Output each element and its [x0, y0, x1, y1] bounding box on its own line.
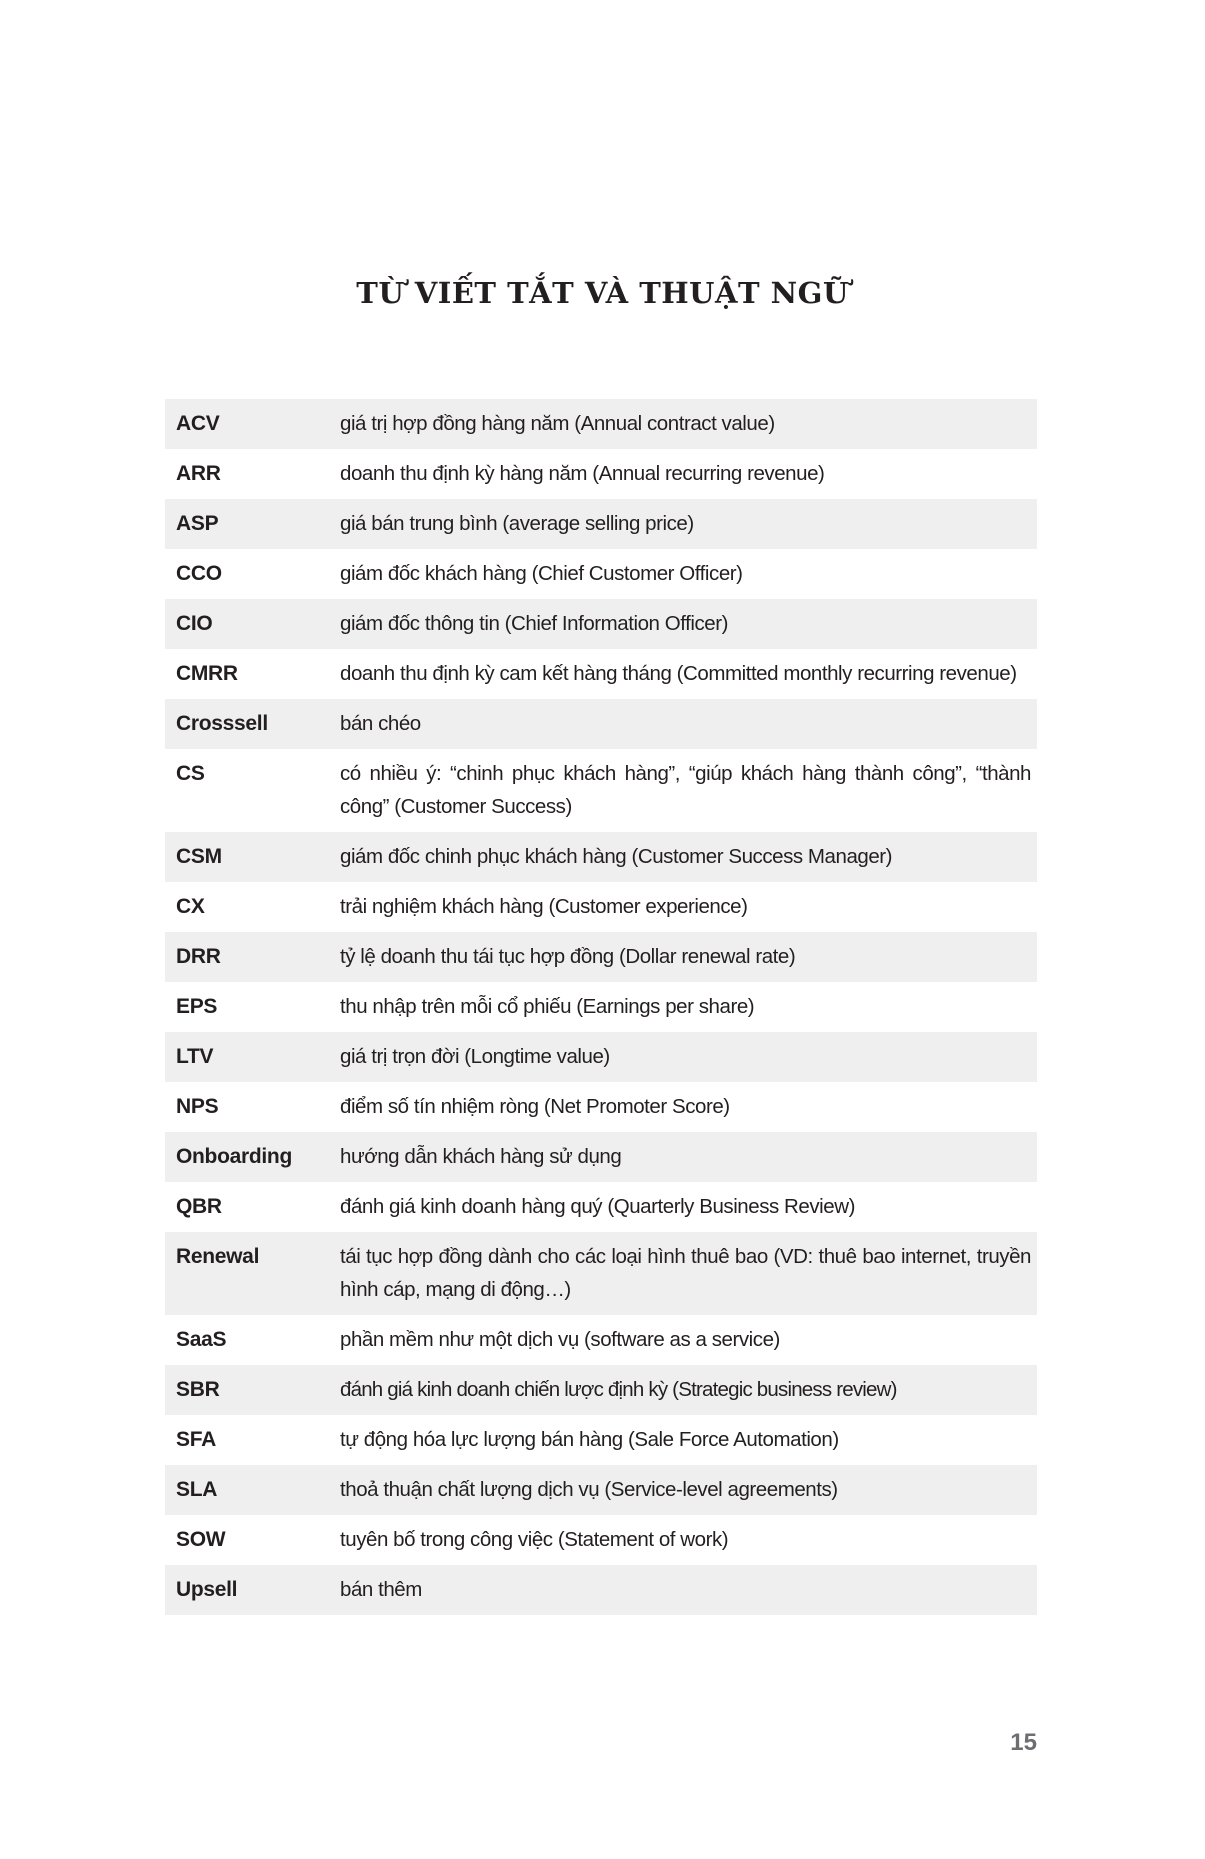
- glossary-row-arr: [165, 449, 1037, 499]
- glossary-row-nps: [165, 1082, 1037, 1132]
- glossary-term: SaaS: [176, 1328, 227, 1351]
- glossary-term: SLA: [176, 1478, 218, 1501]
- glossary-row-sfa: [165, 1415, 1037, 1465]
- glossary-row-cx: [165, 882, 1037, 932]
- glossary-term: CSM: [176, 845, 222, 868]
- glossary-row-drr: [165, 932, 1037, 982]
- glossary-term: CCO: [176, 562, 222, 585]
- glossary-term: CX: [176, 895, 205, 918]
- glossary-term: Renewal: [176, 1245, 260, 1268]
- glossary-definition: đánh giá kinh doanh hàng quý (Quarterly Business Review): [340, 1195, 855, 1218]
- glossary-row-cmrr: [165, 649, 1037, 699]
- glossary-term: SFA: [176, 1428, 216, 1451]
- glossary-term: NPS: [176, 1095, 219, 1118]
- glossary-definition: có nhiều ý: “chinh phục khách hàng”, “giúp khách hàng thành công”, “thành công” (Customer Success): [340, 762, 1037, 818]
- glossary-term: SOW: [176, 1528, 226, 1551]
- glossary-term: Onboarding: [176, 1145, 292, 1168]
- glossary-definition: giám đốc thông tin (Chief Information Officer): [340, 612, 728, 635]
- glossary-term: ACV: [176, 412, 220, 435]
- glossary-definition: bán thêm: [340, 1578, 422, 1601]
- glossary-term: EPS: [176, 995, 218, 1018]
- glossary-definition: giám đốc khách hàng (Chief Customer Officer): [340, 562, 743, 585]
- glossary-row-acv: [165, 399, 1037, 449]
- glossary-row-upsell: [165, 1565, 1037, 1615]
- glossary-definition: trải nghiệm khách hàng (Customer experience): [340, 895, 748, 918]
- glossary-definition: bán chéo: [340, 712, 421, 735]
- glossary-definition: đánh giá kinh doanh chiến lược định kỳ (Strategic business review): [340, 1378, 897, 1401]
- glossary-definition: thu nhập trên mỗi cổ phiếu (Earnings per share): [340, 995, 755, 1018]
- glossary-term: Crosssell: [176, 712, 268, 735]
- glossary-row-sbr: [165, 1365, 1037, 1415]
- glossary-row-crosssell: [165, 699, 1037, 749]
- glossary-definition: giá bán trung bình (average selling price): [340, 512, 694, 535]
- glossary-row-sla: [165, 1465, 1037, 1515]
- glossary-term: CMRR: [176, 662, 238, 685]
- glossary-definition: tự động hóa lực lượng bán hàng (Sale Force Automation): [340, 1428, 839, 1451]
- glossary-row-onboarding: [165, 1132, 1037, 1182]
- page-number: 15: [1010, 1729, 1037, 1756]
- glossary-row-cio: [165, 599, 1037, 649]
- glossary-term: ASP: [176, 512, 219, 535]
- glossary-row-sow: [165, 1515, 1037, 1565]
- glossary-table: [165, 399, 1042, 1615]
- glossary-definition: giá trị trọn đời (Longtime value): [340, 1045, 610, 1068]
- glossary-definition: thoả thuận chất lượng dịch vụ (Service-level agreements): [340, 1478, 838, 1501]
- glossary-term: ARR: [176, 462, 221, 485]
- glossary-definition: giá trị hợp đồng hàng năm (Annual contract value): [340, 412, 775, 435]
- glossary-definition: hướng dẫn khách hàng sử dụng: [340, 1145, 622, 1168]
- glossary-row-eps: [165, 982, 1037, 1032]
- glossary-row-ltv: [165, 1032, 1037, 1082]
- glossary-row-saas: [165, 1315, 1037, 1365]
- glossary-term: LTV: [176, 1045, 214, 1068]
- glossary-definition: doanh thu định kỳ hàng năm (Annual recurring revenue): [340, 462, 825, 485]
- glossary-term: SBR: [176, 1378, 220, 1401]
- glossary-row-asp: [165, 499, 1037, 549]
- glossary-row-qbr: [165, 1182, 1037, 1232]
- glossary-term: Upsell: [176, 1578, 238, 1601]
- glossary-definition: điểm số tín nhiệm ròng (Net Promoter Score): [340, 1095, 730, 1118]
- page-title: TỪ VIẾT TẮT VÀ THUẬT NGỮ: [356, 276, 849, 310]
- glossary-definition: doanh thu định kỳ cam kết hàng tháng (Committed monthly recurring revenue): [340, 662, 1017, 685]
- glossary-definition: tỷ lệ doanh thu tái tục hợp đồng (Dollar renewal rate): [340, 945, 796, 968]
- glossary-term: QBR: [176, 1195, 222, 1218]
- glossary-definition: tái tục hợp đồng dành cho các loại hình thuê bao (VD: thuê bao internet, truyền hình cáp, mạng di động…): [340, 1245, 1042, 1301]
- glossary-definition: tuyên bố trong công việc (Statement of work): [340, 1528, 729, 1551]
- glossary-definition: phần mềm như một dịch vụ (software as a service): [340, 1328, 780, 1351]
- glossary-term: CS: [176, 762, 205, 785]
- glossary-term: CIO: [176, 612, 213, 635]
- glossary-row-cs: [165, 749, 1037, 832]
- glossary-row-csm: [165, 832, 1037, 882]
- glossary-definition: giám đốc chinh phục khách hàng (Customer Success Manager): [340, 845, 893, 868]
- glossary-row-cco: [165, 549, 1037, 599]
- glossary-row-renewal: [165, 1232, 1042, 1315]
- glossary-term: DRR: [176, 945, 221, 968]
